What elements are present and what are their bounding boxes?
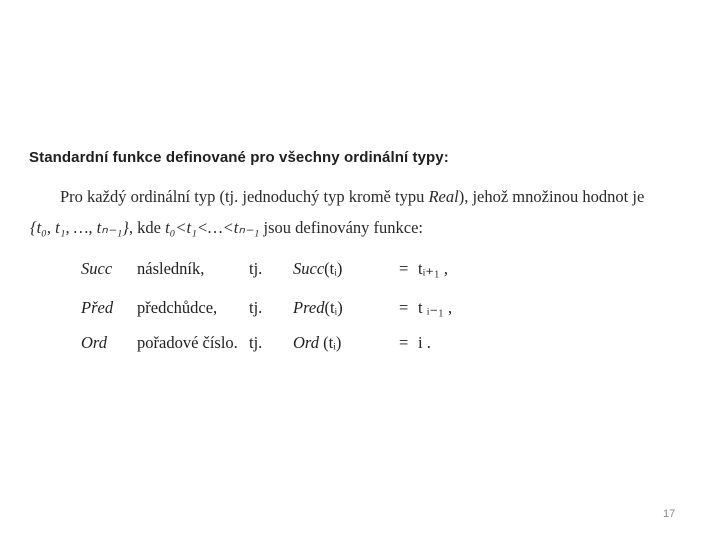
function-call: [293, 298, 343, 318]
function-equals: =: [399, 298, 409, 317]
function-call-arg: (tᵢ): [324, 259, 343, 278]
function-call-name: Ord: [293, 333, 319, 352]
function-result: i .: [418, 333, 431, 352]
intro-ordering: t₀<t₁<…<tₙ₋₁: [165, 218, 260, 237]
function-name: Ord: [81, 333, 107, 352]
function-tj: tj.: [249, 298, 263, 317]
function-name: Před: [81, 298, 114, 317]
function-call-name: Succ: [293, 259, 325, 278]
intro-line-2-end: jsou definovány funkce:: [259, 218, 423, 237]
function-description: následník,: [137, 259, 205, 278]
function-result: t ᵢ₋₁ ,: [418, 298, 453, 317]
function-call: [293, 333, 341, 353]
function-description: pořadové číslo.: [137, 333, 238, 352]
function-equals: =: [399, 333, 409, 352]
function-call: [293, 259, 342, 279]
intro-kde: , kde: [128, 218, 166, 237]
intro-real-keyword: Real: [428, 187, 459, 206]
intro-line-1-text: Pro každý ordinální typ (tj. jednoduchý typ kromě typu: [60, 187, 429, 206]
function-result: tᵢ₊₁ ,: [418, 259, 448, 278]
function-tj: tj.: [249, 333, 263, 352]
function-name: Succ: [81, 259, 113, 278]
function-tj: tj.: [249, 259, 263, 278]
intro-line-1-end: ), jehož množinou hodnot je: [458, 187, 645, 206]
page-number: 17: [663, 508, 676, 520]
function-call-arg: (tᵢ): [318, 333, 342, 352]
function-equals: =: [399, 259, 409, 278]
function-description: předchůdce,: [137, 298, 218, 317]
function-call-arg: (tᵢ): [324, 298, 343, 317]
intro-line-2: [30, 218, 423, 238]
function-call-name: Pred: [293, 298, 325, 317]
intro-line-1: [60, 187, 644, 207]
slide-heading: Standardní funkce definované pro všechny ordinální typy:: [29, 149, 449, 166]
intro-value-set: {t₀, t₁, …, tₙ₋₁}: [30, 218, 129, 237]
